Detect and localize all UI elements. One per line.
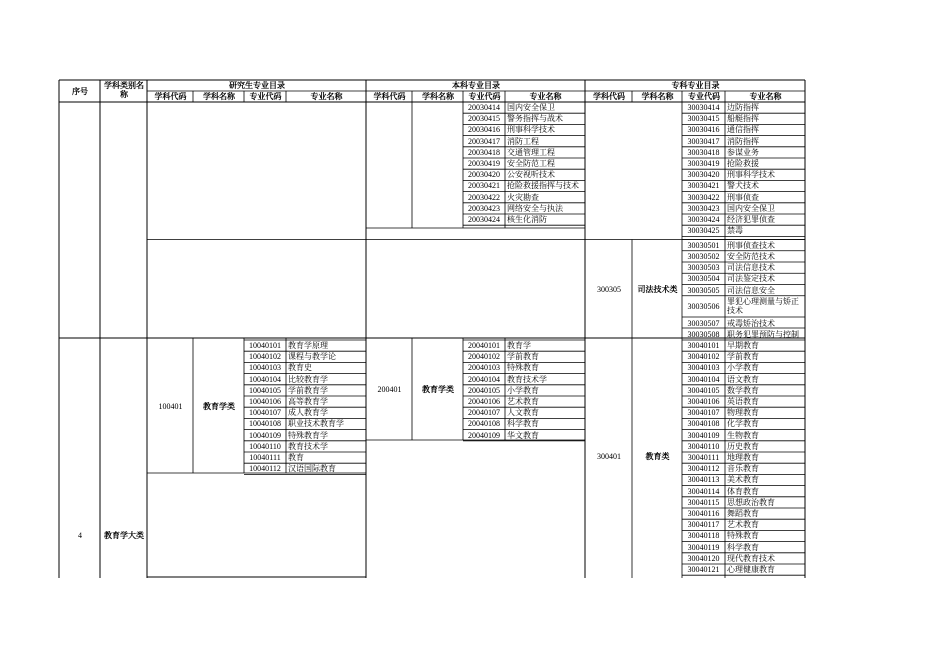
header-grad-major-name: 专业名称 (310, 92, 343, 101)
voc-edu-major-name: 科学教育 (727, 542, 759, 552)
header-grad-group: 研究生专业目录 (229, 81, 285, 90)
grad-edu-major-code: 10040104 (249, 374, 281, 384)
voc-top-major-code: 30030415 (687, 114, 720, 124)
bach-top-major-code: 20030416 (468, 125, 500, 135)
voc-top-major-name: 警犬技术 (727, 181, 759, 191)
header-bach-major-code: 专业代码 (468, 92, 501, 101)
judicial-major-name: 司法信息安全 (727, 285, 775, 295)
voc-edu-major-code: 30040101 (687, 341, 720, 350)
voc-edu-major-code: 30040115 (687, 497, 720, 507)
voc-top-major-code: 30030422 (687, 192, 720, 202)
bach-top-major-code: 20030423 (468, 203, 500, 213)
voc-top-major-code: 30030418 (687, 147, 720, 157)
grad-edu-major-name: 教育技术学 (288, 441, 328, 451)
judicial-major-code: 30030506 (687, 301, 720, 311)
grad-edu-subject-name: 教育学类 (203, 402, 235, 411)
bach-top-major-code: 20030417 (468, 136, 500, 146)
grad-edu-major-name: 高等教育学 (288, 397, 328, 406)
bach-top-major-name: 核生化消防 (507, 215, 547, 224)
bach-top-major-code: 20030420 (468, 170, 500, 180)
voc-top-major-name: 抢险救援 (727, 159, 759, 168)
judicial-major-name: 职务犯罪预防与控制 (727, 330, 799, 339)
voc-top-major-code: 30030417 (687, 136, 720, 146)
header-voc-major-code: 专业代码 (688, 92, 720, 101)
grad-edu-subject-code: 100401 (158, 402, 183, 411)
voc-edu-major-name: 心理健康教育 (727, 565, 775, 574)
voc-edu-major-code: 30040120 (687, 553, 720, 563)
voc-edu-major-name: 小学教育 (727, 363, 759, 373)
grad-edu-major-code: 10040112 (249, 464, 281, 474)
bach-edu-major-name: 学前教育 (507, 352, 539, 362)
header-bach-subject-code: 学科代码 (373, 92, 406, 101)
bach-top-major-name: 刑事科学技术 (507, 125, 555, 135)
voc-edu-major-name: 数学教育 (727, 385, 759, 395)
grad-edu-major-code: 10040111 (249, 453, 281, 462)
voc-edu-major-code: 30040105 (687, 385, 720, 395)
bach-top-major-code: 20030422 (468, 192, 500, 202)
bach-top-major-name: 交通管理工程 (507, 147, 555, 157)
bach-edu-major-name: 人文教育 (507, 408, 539, 418)
voc-edu-major-name: 体育教育 (727, 486, 759, 496)
bach-edu-major-code: 20040105 (468, 385, 500, 395)
bach-edu-major-name: 艺术教育 (507, 397, 539, 406)
voc-edu-major-code: 30040116 (687, 509, 720, 518)
bach-top-major-code: 20030424 (468, 215, 500, 224)
grad-edu-major-code: 10040107 (249, 408, 281, 418)
bach-edu-major-code: 20040101 (468, 341, 500, 350)
grad-edu-major-code: 10040103 (249, 363, 281, 373)
voc-top-major-code: 30030425 (687, 226, 720, 236)
grad-edu-major-name: 教育学原理 (288, 341, 328, 350)
voc-edu-major-code: 30040119 (687, 542, 720, 552)
voc-edu-major-name: 地理教育 (727, 453, 759, 462)
voc-edu-major-code: 30040104 (687, 374, 720, 384)
judicial-major-name: 司法信息技术 (727, 263, 775, 272)
header-bach-group: 本科专业目录 (452, 81, 500, 90)
grad-edu-major-name: 比较教育学 (288, 374, 328, 384)
voc-edu-major-name: 语文教育 (727, 374, 759, 384)
bach-edu-major-name: 华文教育 (507, 430, 539, 440)
bach-edu-major-name: 小学教育 (507, 385, 539, 395)
voc-edu-major-code: 30040106 (687, 397, 720, 406)
judicial-major-name: 罪犯心理测量与矫正技术 (727, 296, 799, 315)
judicial-major-code: 30030505 (687, 285, 720, 295)
voc-edu-major-name: 学前教育 (727, 352, 759, 362)
header-voc-subject-code: 学科代码 (593, 92, 625, 101)
education-seq: 4 (78, 531, 82, 540)
bach-edu-major-name: 教育技术学 (507, 374, 547, 384)
grad-edu-major-name: 成人教育学 (288, 408, 328, 418)
voc-edu-major-code: 30040107 (687, 408, 720, 418)
voc-top-major-name: 刑事科学技术 (727, 170, 775, 180)
grad-edu-major-code: 10040110 (249, 441, 281, 451)
judicial-major-name: 戒毒矫治技术 (727, 318, 775, 328)
bach-top-major-name: 抢险救援指挥与技术 (507, 181, 579, 191)
voc-top-major-name: 经济犯罪侦查 (727, 215, 775, 224)
voc-top-major-name: 船艇指挥 (727, 114, 759, 124)
voc-edu-major-code: 30040111 (687, 453, 720, 462)
grad-edu-major-name: 汉语国际教育 (288, 464, 336, 474)
voc-edu-major-name: 思想政治教育 (727, 497, 775, 507)
judicial-subject-name: 司法技术类 (637, 285, 678, 294)
bach-top-major-name: 火灾勘查 (507, 192, 539, 202)
judicial-major-code: 30030501 (687, 240, 720, 250)
header-voc-major-name: 专业名称 (749, 92, 782, 101)
voc-edu-major-name: 历史教育 (727, 441, 759, 451)
voc-top-major-name: 边防指挥 (727, 103, 759, 112)
voc-edu-subject-code: 300401 (597, 452, 621, 461)
bach-top-major-code: 20030414 (468, 103, 500, 112)
voc-edu-major-name: 生物教育 (727, 430, 759, 440)
bach-top-major-name: 国内安全保卫 (507, 103, 555, 112)
header-grad-subject-code: 学科代码 (154, 92, 187, 101)
voc-edu-major-name: 英语教育 (727, 397, 759, 406)
voc-edu-major-name: 舞蹈教育 (727, 509, 759, 518)
voc-edu-major-name: 现代教育技术 (727, 553, 775, 563)
voc-edu-major-code: 30040108 (687, 419, 720, 429)
voc-edu-major-code: 30040121 (687, 565, 720, 574)
voc-edu-major-code: 30040117 (687, 520, 720, 530)
header-seq: 序号 (72, 87, 88, 96)
grad-edu-major-code: 10040106 (249, 397, 281, 406)
voc-top-major-code: 30030421 (687, 181, 720, 191)
voc-edu-major-name: 化学教育 (727, 419, 759, 429)
voc-edu-major-name: 物理教育 (727, 408, 759, 418)
grad-edu-major-code: 10040105 (249, 385, 281, 395)
header-grad-subject-name: 学科名称 (203, 92, 235, 101)
judicial-major-name: 安全防范技术 (727, 251, 775, 261)
voc-top-major-name: 通信指挥 (727, 125, 759, 135)
voc-edu-major-name: 音乐教育 (727, 464, 759, 474)
bach-edu-major-code: 20040108 (468, 419, 500, 429)
bach-edu-major-name: 特殊教育 (507, 363, 539, 373)
bach-edu-major-name: 教育学 (507, 341, 531, 350)
grad-edu-major-name: 课程与教学论 (288, 352, 336, 362)
voc-top-major-name: 禁毒 (727, 226, 743, 236)
bach-top-major-code: 20030415 (468, 114, 500, 124)
voc-edu-major-name: 艺术教育 (727, 520, 759, 530)
voc-edu-major-name: 早期教育 (727, 341, 759, 350)
voc-top-major-code: 30030416 (687, 125, 720, 135)
voc-top-major-code: 30030414 (687, 103, 720, 112)
bach-top-major-name: 网络安全与执法 (507, 203, 563, 213)
bach-edu-major-name: 科学教育 (507, 419, 539, 429)
voc-edu-major-code: 30040114 (687, 486, 720, 496)
bach-edu-subject-name: 教育学类 (422, 385, 454, 394)
voc-edu-major-name: 美术教育 (727, 475, 759, 485)
voc-top-major-code: 30030423 (687, 203, 720, 213)
bach-top-major-code: 20030421 (468, 181, 500, 191)
grad-edu-major-code: 10040108 (249, 419, 281, 429)
judicial-major-code: 30030503 (687, 263, 720, 272)
bach-top-major-name: 安全防范工程 (507, 159, 555, 168)
grad-edu-major-name: 教育 (288, 453, 304, 462)
voc-top-major-code: 30030420 (687, 170, 720, 180)
bach-edu-major-code: 20040103 (468, 363, 500, 373)
bach-edu-major-code: 20040107 (468, 408, 500, 418)
voc-edu-major-code: 30040110 (687, 441, 720, 451)
grad-edu-major-code: 10040109 (249, 430, 281, 440)
grad-edu-major-name: 教育史 (288, 363, 312, 373)
grad-edu-major-code: 10040101 (249, 341, 281, 350)
grad-edu-major-name: 职业技术教育学 (288, 419, 344, 429)
judicial-major-code: 30030502 (687, 251, 720, 261)
judicial-major-name: 司法鉴定技术 (727, 274, 775, 284)
voc-edu-major-code: 30040118 (687, 531, 720, 541)
bach-top-major-code: 20030419 (468, 159, 500, 168)
bach-edu-major-code: 20040106 (468, 397, 500, 406)
judicial-subject-code: 300305 (597, 285, 621, 294)
voc-edu-major-code: 30040113 (687, 475, 720, 485)
voc-edu-major-code: 30040112 (687, 464, 720, 474)
bach-top-major-name: 警务指挥与战术 (507, 114, 563, 124)
header-category-alias: 学科类别名称 (104, 81, 144, 99)
judicial-major-code: 30030504 (687, 274, 720, 284)
voc-top-major-name: 消防指挥 (727, 136, 759, 146)
header-grad-major-code: 专业代码 (249, 92, 282, 101)
voc-edu-major-code: 30040109 (687, 430, 720, 440)
voc-top-major-code: 30030424 (687, 215, 720, 224)
voc-edu-major-code: 30040103 (687, 363, 720, 373)
voc-top-major-name: 参谋业务 (727, 147, 759, 157)
education-category: 教育学大类 (104, 531, 144, 540)
bach-top-major-code: 20030418 (468, 147, 500, 157)
judicial-major-code: 30030508 (687, 330, 720, 339)
header-bach-subject-name: 学科名称 (422, 92, 454, 101)
voc-top-major-code: 30030419 (687, 159, 720, 168)
bach-edu-major-code: 20040102 (468, 352, 500, 362)
voc-edu-major-name: 特殊教育 (727, 531, 759, 541)
voc-edu-subject-name: 教育类 (645, 452, 670, 461)
grad-edu-major-name: 特殊教育学 (288, 430, 328, 440)
grad-edu-major-code: 10040102 (249, 352, 281, 362)
grad-edu-major-name: 学前教育学 (288, 385, 328, 395)
bach-top-major-name: 消防工程 (507, 136, 539, 146)
bach-top-major-name: 公安视听技术 (507, 170, 555, 180)
header-voc-group: 专科专业目录 (671, 81, 720, 90)
header-bach-major-name: 专业名称 (529, 92, 562, 101)
header-voc-subject-name: 学科名称 (641, 92, 674, 101)
judicial-major-name: 刑事侦查技术 (727, 240, 775, 250)
voc-top-major-name: 刑事侦查 (727, 192, 759, 202)
bach-edu-subject-code: 200401 (377, 385, 402, 394)
bach-edu-major-code: 20040104 (468, 374, 500, 384)
voc-top-major-name: 国内安全保卫 (727, 203, 775, 213)
judicial-major-code: 30030507 (687, 318, 720, 328)
bach-edu-major-code: 20040109 (468, 430, 500, 440)
voc-edu-major-code: 30040102 (687, 352, 720, 362)
